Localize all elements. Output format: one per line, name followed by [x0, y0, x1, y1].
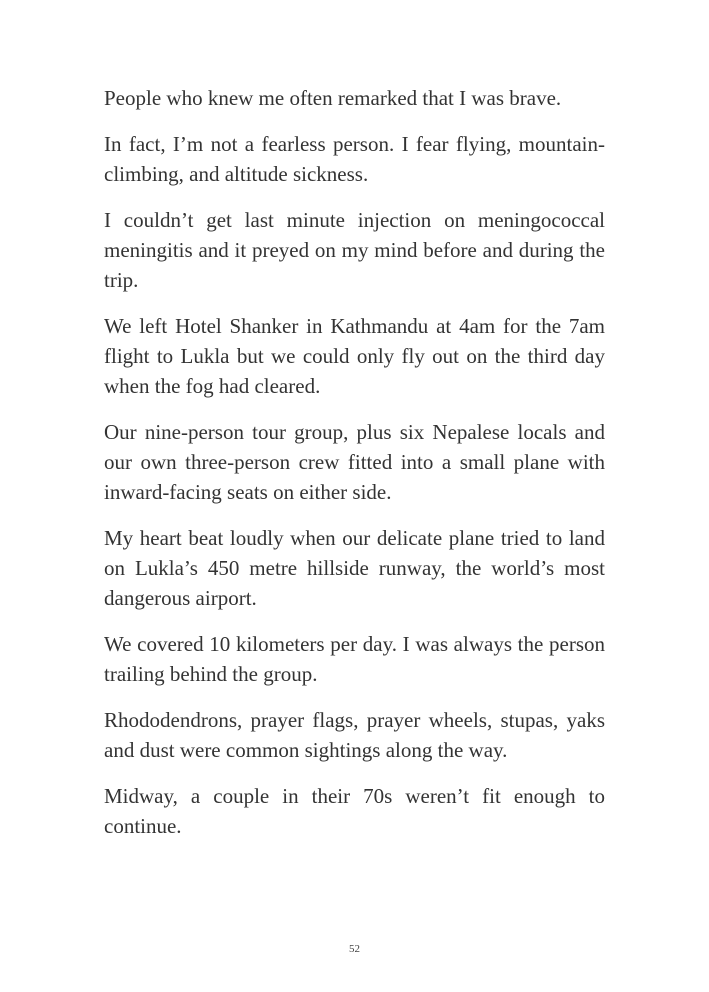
paragraph-distance: We covered 10 kilometers per day. I was always the person trailing behind the group. — [104, 632, 605, 686]
body-text — [104, 83, 605, 857]
page-number: 52 — [349, 943, 360, 955]
paragraph-injection: I couldn’t get last minute injection on meningococcal meningitis and it preyed on my mind before and during the trip. — [104, 208, 605, 292]
paragraph-brave: People who knew me often remarked that I was brave. — [104, 86, 562, 110]
paragraph-landing: My heart beat loudly when our delicate plane tried to land on Lukla’s 450 metre hillside runway, the world’s most dangerous airport. — [104, 526, 605, 610]
paragraph-flight-delay: We left Hotel Shanker in Kathmandu at 4am for the 7am flight to Lukla but we could only fly out on the third day when the fog had cleared. — [104, 314, 605, 398]
paragraph-fears: In fact, I’m not a fearless person. I fear flying, mountain-climbing, and altitude sickness. — [104, 132, 605, 186]
paragraph-midway: Midway, a couple in their 70s weren’t fit enough to continue. — [104, 784, 605, 838]
paragraph-plane: Our nine-person tour group, plus six Nepalese locals and our own three-person crew fitted into a small plane with inward-facing seats on either side. — [104, 420, 605, 504]
paragraph-sightings: Rhododendrons, prayer flags, prayer wheels, stupas, yaks and dust were common sightings along the way. — [104, 708, 605, 762]
